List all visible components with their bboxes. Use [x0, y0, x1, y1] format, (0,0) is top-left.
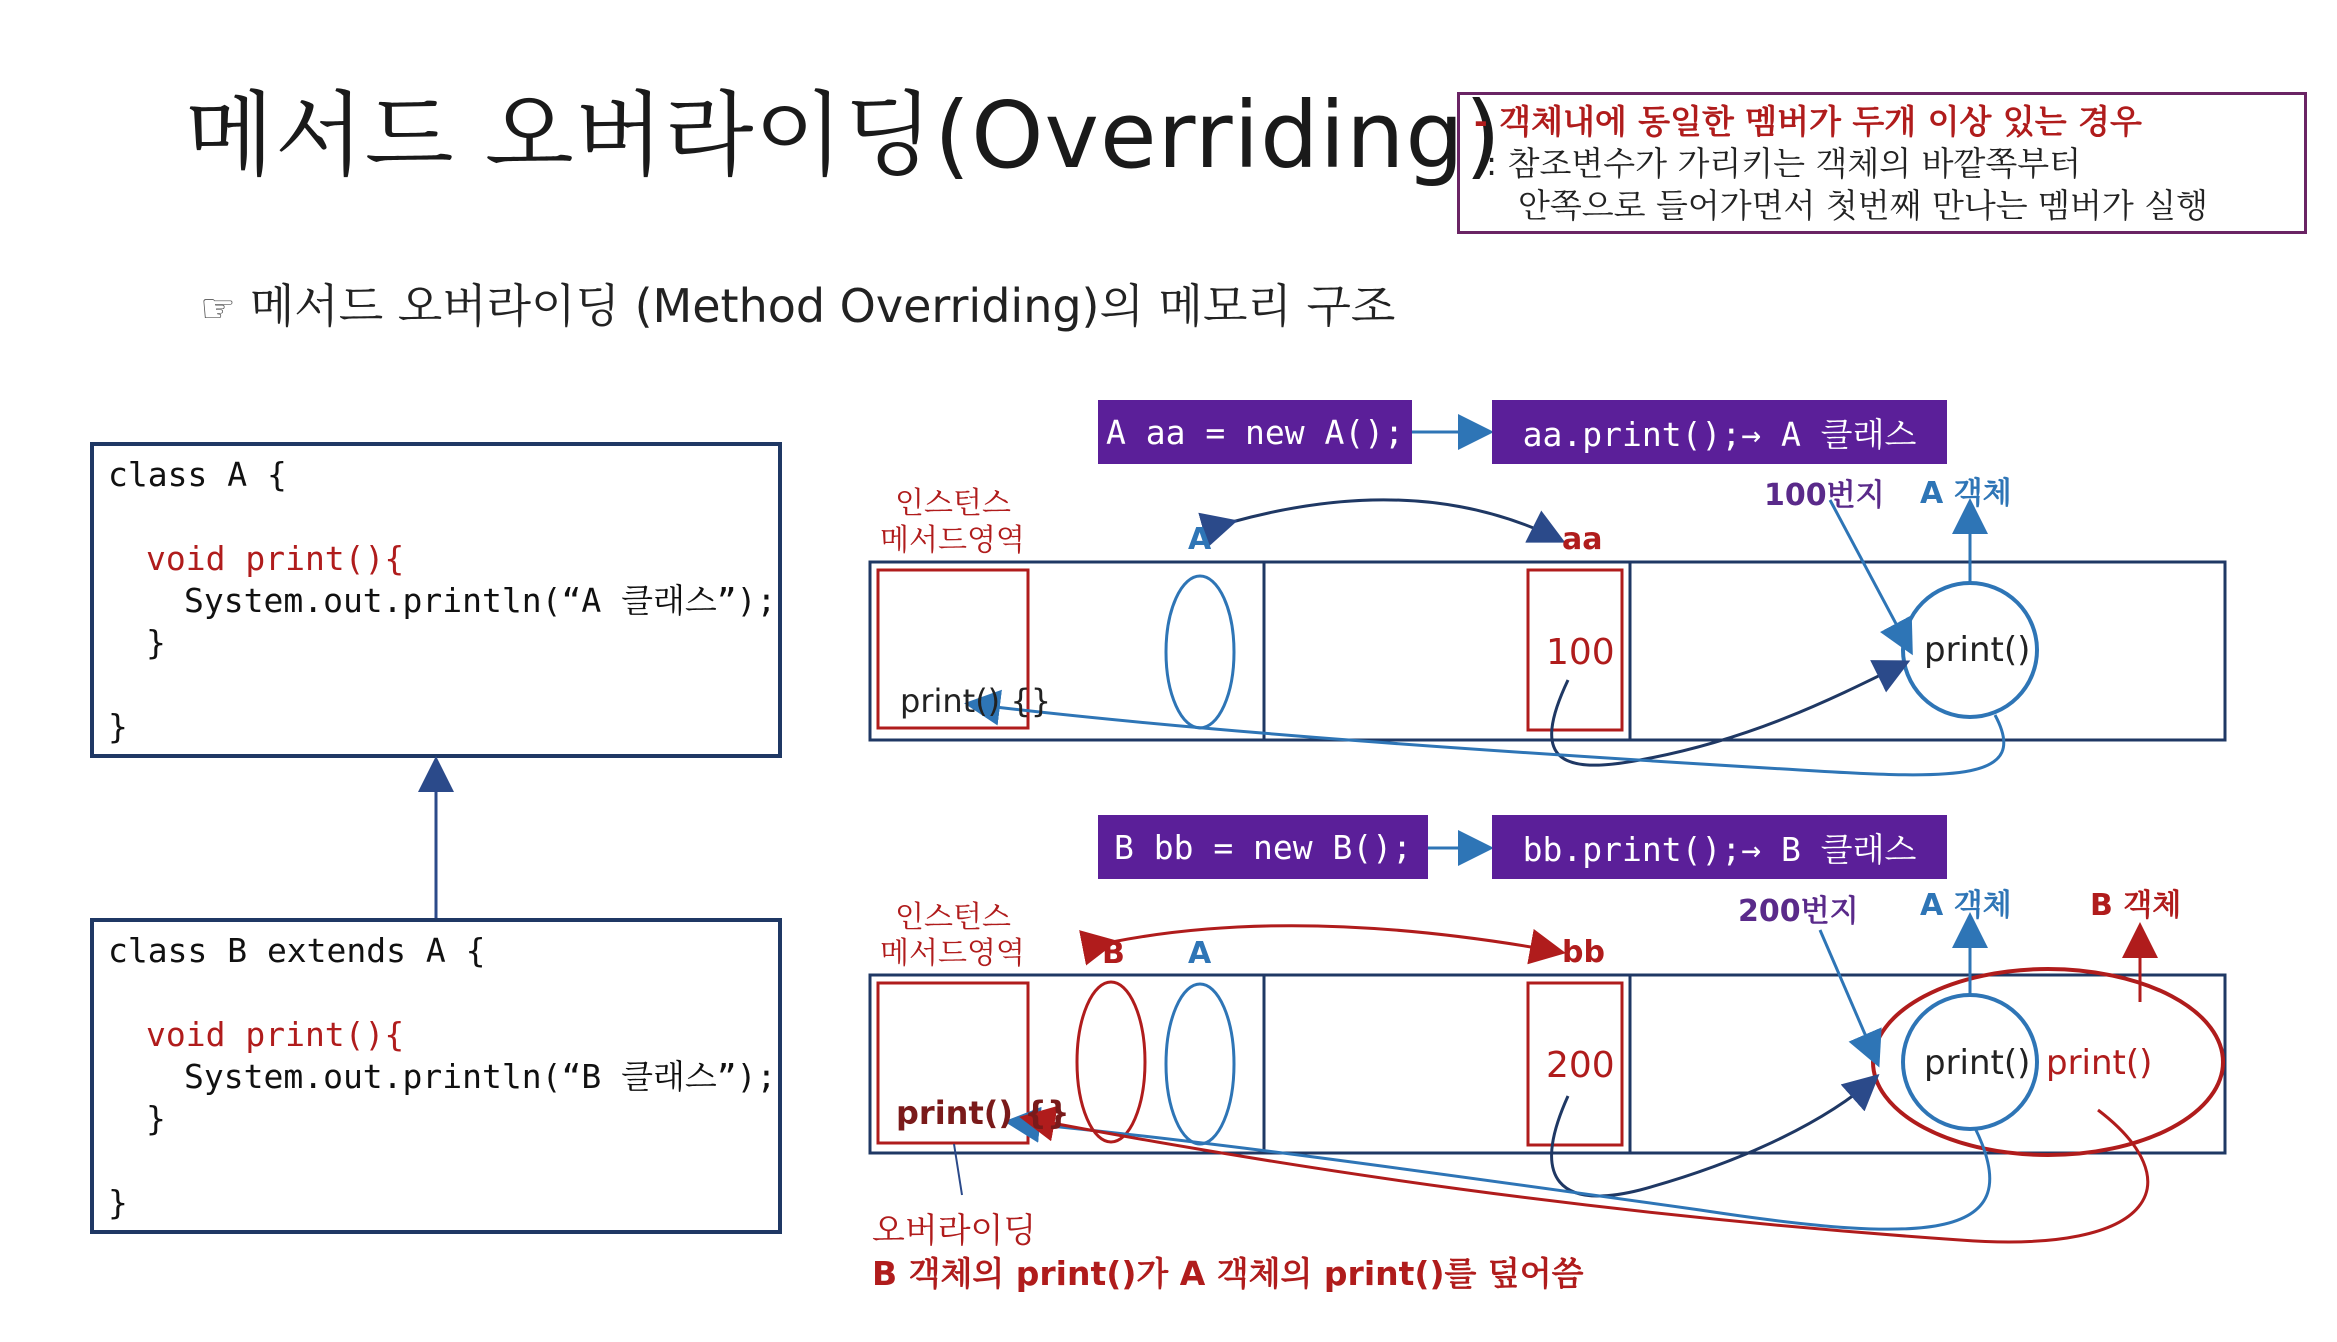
note-line-3: 안쪽으로 들어가면서 첫번째 만나는 멤버가 실행	[1518, 186, 2209, 225]
page-title: 메서드 오버라이딩(Overriding)	[185, 82, 1502, 189]
bottom-ref-label: bb	[1562, 935, 1605, 970]
bottom-method-text: print() {}	[896, 1094, 1070, 1132]
class-a-close-class: }	[108, 707, 128, 746]
bottom-address-arrow	[1820, 930, 1877, 1062]
bottom-object-a-label: A 객체	[1920, 888, 2012, 923]
bottom-ref-to-object-arrow	[1552, 1078, 1875, 1196]
subtitle-text: 메서드 오버라이딩 (Method Overriding)의 메모리 구조	[249, 279, 1396, 333]
class-a-decl: class A {	[108, 455, 287, 494]
class-b-body: System.out.println(“B 클래스”);	[184, 1057, 777, 1096]
bottom-class-a-ellipse	[1166, 984, 1234, 1144]
bottom-call-box: bb.print();→ B 클래스	[1492, 815, 1947, 879]
class-a-body: System.out.println(“A 클래스”);	[184, 581, 777, 620]
override-label: 오버라이딩	[872, 1211, 1037, 1251]
top-class-a-label: A	[1188, 522, 1212, 557]
top-statement-box: A aa = new A();	[1098, 400, 1412, 464]
bottom-statement-box: B bb = new B();	[1098, 815, 1428, 879]
class-b-decl: class B extends A {	[108, 931, 486, 970]
note-line-2: : 참조변수가 가리키는 객체의 바깥쪽부터	[1486, 144, 2082, 183]
bottom-address-value: 200	[1546, 1045, 1615, 1086]
bottom-address-label: 200번지	[1738, 894, 1859, 929]
pointing-hand-icon: ☞	[200, 286, 236, 332]
bottom-class-a-label: A	[1188, 936, 1212, 971]
bottom-object-method-b: print()	[2046, 1043, 2153, 1083]
top-object-method: print()	[1924, 630, 2031, 670]
bottom-area-label-1: 인스턴스	[895, 900, 1011, 935]
top-class-ref-arrow	[1232, 500, 1560, 540]
class-b-close-method: }	[146, 1099, 166, 1138]
top-address-label: 100번지	[1764, 478, 1885, 513]
top-call-box: aa.print();→ A 클래스	[1492, 400, 1947, 464]
class-a-method: void print(){	[146, 539, 405, 578]
top-address-arrow	[1830, 500, 1910, 650]
note-line-1: - 객체내에 동일한 멤버가 두개 이상 있는 경우	[1474, 102, 2142, 141]
top-method-text: print() {}	[900, 682, 1052, 720]
bottom-object-b-label: B 객체	[2090, 888, 2182, 923]
bottom-object-method-a: print()	[1924, 1043, 2031, 1083]
bottom-area-label-2: 메서드영역	[880, 936, 1025, 971]
top-class-a-ellipse	[1166, 576, 1234, 728]
class-b-close-class: }	[108, 1183, 128, 1222]
bottom-class-b-ellipse	[1077, 982, 1145, 1142]
top-address-value: 100	[1546, 632, 1615, 673]
top-area-label-1: 인스턴스	[895, 486, 1011, 521]
class-b-method: void print(){	[146, 1015, 405, 1054]
top-ref-label: aa	[1562, 522, 1603, 557]
bottom-class-ref-arrow	[1112, 926, 1560, 952]
top-object-label: A 객체	[1920, 476, 2012, 511]
class-a-close-method: }	[146, 623, 166, 662]
top-ref-to-object-arrow	[1552, 663, 1905, 765]
override-description: B 객체의 print()가 A 객체의 print()를 덮어씀	[872, 1254, 1584, 1293]
top-area-label-2: 메서드영역	[880, 523, 1025, 558]
bottom-a-object-to-method-arrow	[1010, 1122, 1990, 1229]
bottom-class-b-label: B	[1102, 936, 1125, 971]
